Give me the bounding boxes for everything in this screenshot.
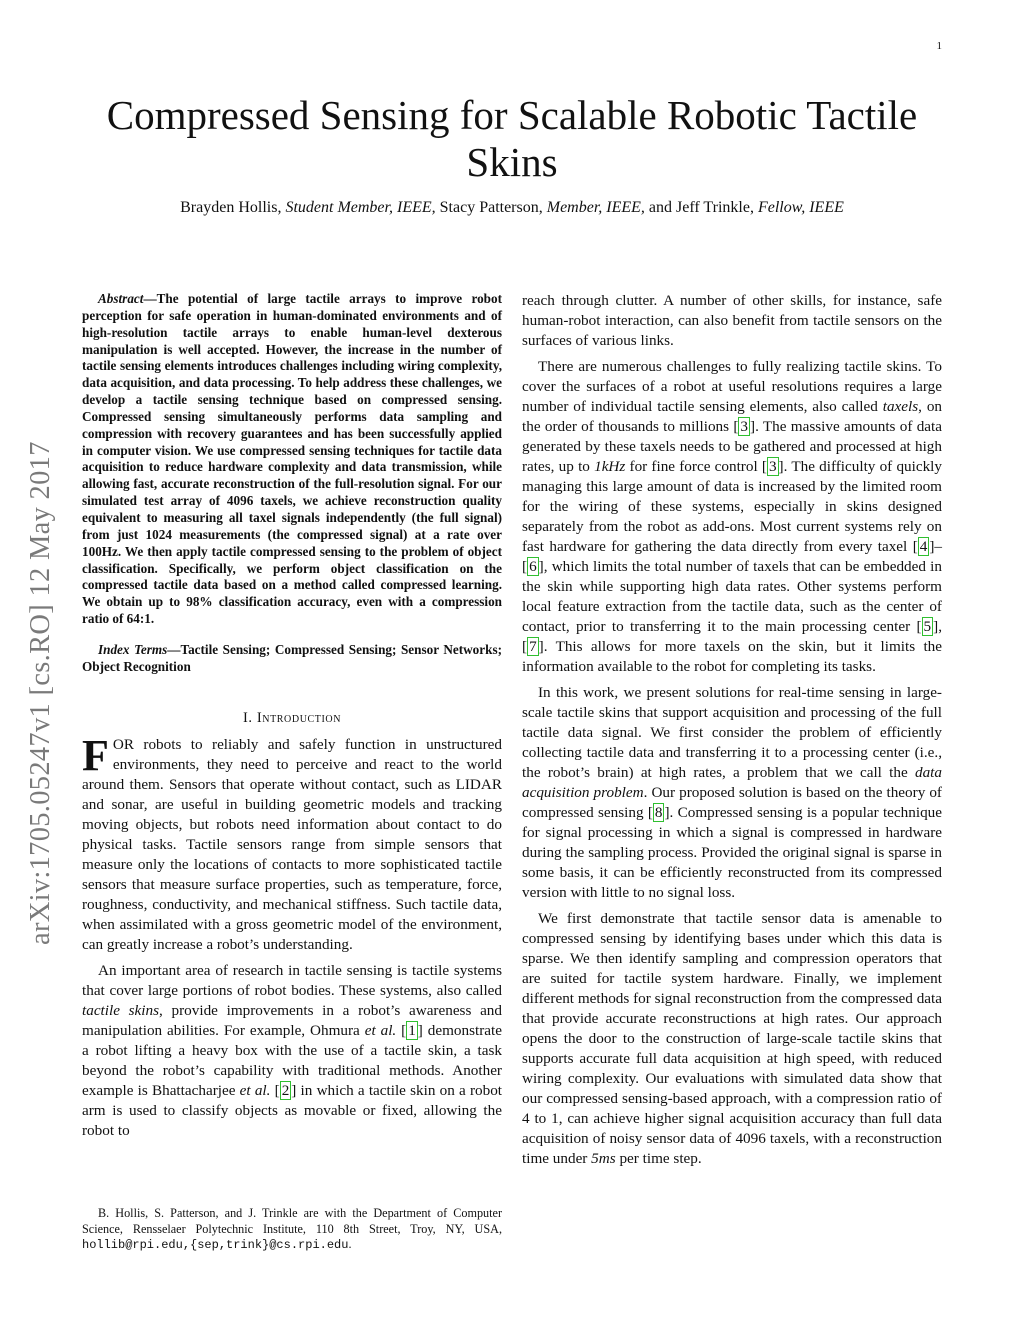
- citation-link[interactable]: 3: [740, 418, 748, 435]
- page-number: 1: [936, 40, 942, 52]
- math-inline: 1kHz: [594, 458, 626, 475]
- citation-link[interactable]: 1: [408, 1021, 416, 1039]
- text-run: , provide improvements in a robot’s awareness and manipulation abilities. For example, Ohmura: [82, 1001, 502, 1039]
- author-name: and Jeff Trinkle,: [648, 199, 754, 216]
- emphasis: tactile skins: [82, 1001, 160, 1019]
- citation-link[interactable]: 6: [529, 558, 537, 575]
- abstract: [82, 291, 502, 628]
- text-run: per time step.: [615, 1150, 702, 1167]
- text-run: in which a tactile skin on a robot arm is used to classify objects as movable or fixed, allowing the robot to: [82, 1081, 503, 1139]
- text-run: In this work, we present solutions for real-time sensing in large-scale tactile skins that support acquisition and processing of the full tactile data signal. We first consider the problem of efficiently collecting tactile data and transferring it to a processing center (i.e., the robot’s brain) at high rates, a problem that we call the: [522, 684, 942, 781]
- left-column: [82, 291, 502, 1147]
- citation-link[interactable]: 4: [919, 538, 928, 555]
- abstract-lead: Abstract: [98, 291, 144, 306]
- paper-title: Compressed Sensing for Scalable Robotic Tactile Skins: [106, 92, 918, 185]
- abstract-text: —The potential of large tactile arrays to improve robot perception for safe operation in human-dominated environments and of high-resolution tactile arrays to enable human-level dexterous manipulation is well accepted. However, the increase in the number of tactile sensing elements introduces challenges including wiring complexity, data acquisition, and data processing. To help address these challenges, we develop a tactile sensing technique based on compressed sensing. Compressed sensing simultaneously performs data sampling and compression with recovery guarantees and has been successfully applied in computer vision. We use compressed sensing techniques for tactile data acquisition to reduce hardware complexity and data transmission, while allowing fast, accurate reconstruction of the full-resolution signal. For our simulated test array of 4096 taxels, we achieve reconstruction quality equivalent to measuring all taxel signals independently (the full signal) from just 1024 measurements (the compressed signal) at a rate over 100Hz. We then apply tactile compressed sensing to the problem of object classification. Specifically, we perform object classification on the compressed tactile data based on a method called compressed learning. We obtain up to 98% classification accuracy, even with a compression ratio of 64:1.: [82, 291, 502, 627]
- text-run: . The massive amounts of data generated by these taxels needs to be gathered and processed at high rates, up to: [522, 418, 942, 475]
- dropcap: F: [82, 730, 109, 780]
- intro-paragraph-1: [82, 730, 502, 955]
- right-paragraph-0: reach through clutter. A number of other skills, for instance, safe human-robot interaction, can also benefit from tactile sensors on the surfaces of various links.: [522, 292, 942, 349]
- index-terms-text: —Tactile Sensing; Compressed Sensing; Sensor Networks; Object Recognition: [82, 641, 502, 674]
- text-run: demonstrate a robot lifting a heavy box with the use of a tactile skin, a task beyond the robot’s capability with traditional methods. Another example is Bhattacharjee: [82, 1021, 502, 1099]
- text-run: ,: [938, 618, 942, 635]
- text-run: . Compressed sensing is a popular technique for signal processing in which a signal is compressed in hardware during the sampling process. Provided the original signal is sparse in some basis, it can be efficiently reconstructed from its compressed version with little to no signal loss.: [522, 804, 942, 901]
- author-name: Stacy Patterson,: [439, 199, 543, 216]
- text-run: , on the order of thousands to millions: [522, 398, 943, 435]
- text-run: for fine force control: [625, 458, 762, 475]
- emphasis: et al.: [364, 1021, 397, 1039]
- intro-p1-text: OR robots to reliably and safely function in unstructured environments, they need to perceive and react to the world around them. Sensors that operate without contact, such as LIDAR and sonar, are useful in building geometric models and tracking moving objects, but robots need information about contact to do physical tasks. Tactile sensors range from simple sensors that measure only the locations of contacts to more sophisticated tactile sensors that measure surface properties, such as temperature, force, roughness, conductivity, and mechanical stiffness. Such tactile data, when assimilated with a gross geometric model of the environment, can greatly increase a robot’s understanding.: [82, 735, 502, 953]
- text-run: An important area of research in tactile sensing is tactile systems that cover large portions of robot bodies. These systems, also called: [82, 961, 502, 999]
- author-line: [80, 198, 944, 218]
- text-run: . This allows for more taxels on the skin, but it limits the information available to the robot for completing its tasks.: [522, 638, 942, 675]
- math-inline: 5ms: [591, 1150, 616, 1167]
- index-terms: [82, 642, 502, 676]
- citation-link[interactable]: 7: [529, 638, 537, 655]
- author-role: Fellow, IEEE: [757, 199, 844, 216]
- right-paragraph-3: [522, 909, 942, 1169]
- text-run: . Our proposed solution is based on the theory of compressed sensing: [522, 784, 942, 821]
- author-role: Student Member, IEEE,: [285, 199, 436, 216]
- text-run: . The difficulty of quickly managing this large amount of data is increased by the limited room for the wiring of these systems, especially in skins designed separately from the robot as add-ons. Most current systems rely on fast hardware for gathering the data directly from every taxel: [522, 458, 942, 555]
- emphasis: et al.: [239, 1081, 271, 1099]
- text-run: –: [934, 538, 942, 555]
- footnote-end: .: [348, 1237, 352, 1251]
- text-run: , which limits the total number of taxels that can be embedded in the skin while supporting high data rates. Other systems perform local feature extraction from the tactile data, such as the center of contact, prior to transferring it to the main processing center: [522, 558, 942, 635]
- citation-link[interactable]: 8: [654, 804, 663, 821]
- arxiv-side-stamp: arXiv:1705.05247v1 [cs.RO] 12 May 2017: [25, 441, 56, 945]
- text-run: We first demonstrate that tactile sensor data is amenable to compressed sensing by identifying bases under which this data is sparse. We then identify sampling and compression operators that are suited for tactile system hardware. Finally, we implement different methods for signal reconstruction from the compressed data that provide accurate reconstructions at high rates. Our approach opens the door to the construction of large-scale tactile skins that supports accurate full data acquisition at high speed, with reduced wiring complexity. Our evaluations with simulated data show that our compressed sensing-based approach, with a compression ratio of 4 to 1, can achieve higher signal acquisition accuracy than full data acquisition of noisy sensor data of 4096 taxels, with a reconstruction time under: [522, 910, 942, 1167]
- footnote: [82, 1206, 502, 1254]
- right-column: [522, 291, 942, 1175]
- author-role: Member, IEEE,: [546, 199, 645, 216]
- right-paragraph-2: In this work, we present solutions for real-time sensing in large-scale tactile skins that support acquisition and processing of the full tactile data signal. We first consider the problem of efficiently collecting tactile data and transferring it to a processing center (i.e., the robot’s brain) at high rates, a problem that we call the data acquisition problem. Our proposed solution is based on the theory of compressed sensing [ 8 ]. Compressed sensing is a popular technique for signal processing in which a signal is compressed in hardware during the sampling process. Provided the original signal is sparse in some basis, it can be efficiently reconstructed from its compressed version with little to no signal loss.: [522, 684, 942, 901]
- footnote-emails: hollib@rpi.edu,{sep,trink}@cs.rpi.edu: [82, 1238, 349, 1252]
- right-paragraph-1: There are numerous challenges to fully realizing tactile skins. To cover the surfaces of a robot at useful resolutions requires a large number of individual tactile sensing elements, also called taxels, on the order of thousands to millions [ 3 ]. The massive amounts of data generated by these taxels needs to be gathered and processed at high rates, up to 1kHz for fine force control [ 3 ]. The difficulty of quickly managing this large amount of data is increased by the limited room for the wiring of these systems, especially in skins designed separately from the robot as add-ons. Most current systems rely on fast hardware for gathering the data directly from every taxel [ 4 ]–[ 6 ], which limits the total number of taxels that can be embedded in the skin while supporting high data rates. Other systems perform local feature extraction from the tactile data, such as the center of contact, prior to transferring it to the main processing center [ 5 ], [ 7 ]. This allows for more taxels on the skin, but it limits the information available to the robot for completing its tasks.: [522, 358, 943, 675]
- citation-link[interactable]: 3: [768, 458, 777, 475]
- text-run: There are numerous challenges to fully realizing tactile skins. To cover the surfaces of a robot at useful resolutions requires a large number of individual tactile sensing elements, also called: [522, 358, 942, 415]
- index-terms-lead: Index Terms: [98, 641, 168, 657]
- emphasis: taxels: [882, 398, 919, 415]
- citation-link[interactable]: 5: [923, 618, 932, 635]
- footnote-text: B. Hollis, S. Patterson, and J. Trinkle are with the Department of Computer Science, Rensselaer Polytechnic Institute, 110 8th Street, Troy, NY, USA,: [82, 1206, 502, 1236]
- section-heading: I. Introduction: [242, 709, 342, 726]
- emphasis: data acquisition problem: [522, 764, 942, 801]
- author-name: Brayden Hollis,: [180, 199, 282, 216]
- intro-paragraph-2: An important area of research in tactile sensing is tactile systems that cover large portions of robot bodies. These systems, also called tactile skins, provide improvements in a robot’s awareness and manipulation abilities. For example, Ohmura et al. [ 1 ] demonstrate a robot lifting a heavy box with the use of a tactile skin, a task beyond the robot’s capability with traditional methods. Another example is Bhattacharjee et al. [ 2 ] in which a tactile skin on a robot arm is used to classify objects as movable or fixed, allowing the robot to: [82, 961, 503, 1139]
- citation-link[interactable]: 2: [281, 1081, 290, 1099]
